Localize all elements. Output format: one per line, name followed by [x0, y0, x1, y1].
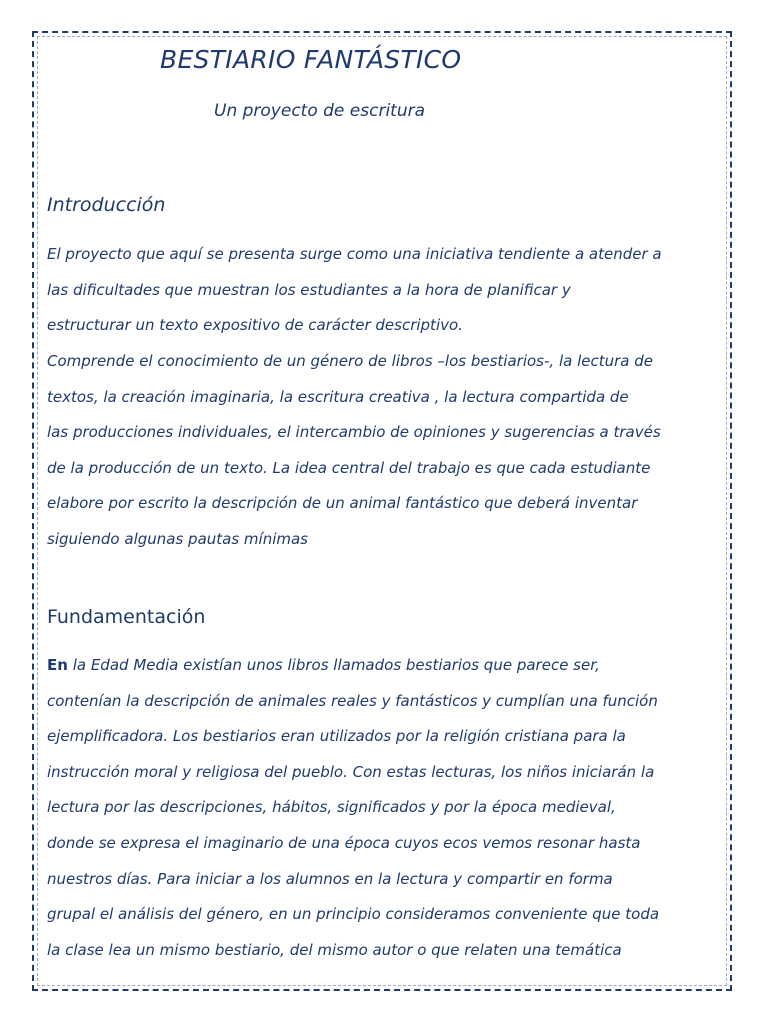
section-heading-fundamentacion: Fundamentación	[47, 606, 206, 628]
document-title: BESTIARIO FANTÁSTICO	[160, 45, 462, 74]
section-heading-introduccion: Introducción	[47, 194, 166, 216]
fundamentacion-paragraph	[47, 648, 727, 968]
intro-paragraph-1: El proyecto que aquí se presenta surge como una iniciativa tendiente a atender a las dificultades que muestran los estudiantes a la hora de planificar y estructurar un texto expositivo de carácter descriptivo.	[47, 245, 662, 335]
paragraph-first-word: En	[47, 656, 68, 674]
document-subtitle: Un proyecto de escritura	[214, 101, 426, 121]
intro-paragraph-2: Comprende el conocimiento de un género de libros –los bestiarios-, la lectura de textos, la creación imaginaria, la escritura creativa , la lectura compartida de las producciones individuales, el intercambio de opiniones y sugerencias a través de la producción de un texto. La idea central del trabajo es que cada estudiante elabore por escrito la descripción de un animal fantástico que deberá inventar siguiendo algunas pautas mínimas	[47, 352, 661, 548]
fundamentacion-paragraph-text: la Edad Media existían unos libros llamados bestiarios que parece ser, contenían la descripción de animales reales y fantásticos y cumplían una función ejemplificadora. Los bestiarios eran utilizados por la religión cristiana para la instrucción moral y religiosa del pueblo. Con estas lecturas, los niños iniciarán la lectura por las descripciones, hábitos, significados y por la época medieval, donde se expresa el imaginario de una época cuyos ecos vemos resonar hasta nuestros días. Para iniciar a los alumnos en la lectura y compartir en forma grupal el análisis del género, en un principio consideramos conveniente que toda la clase lea un mismo bestiario, del mismo autor o que relaten una temática	[47, 656, 660, 959]
